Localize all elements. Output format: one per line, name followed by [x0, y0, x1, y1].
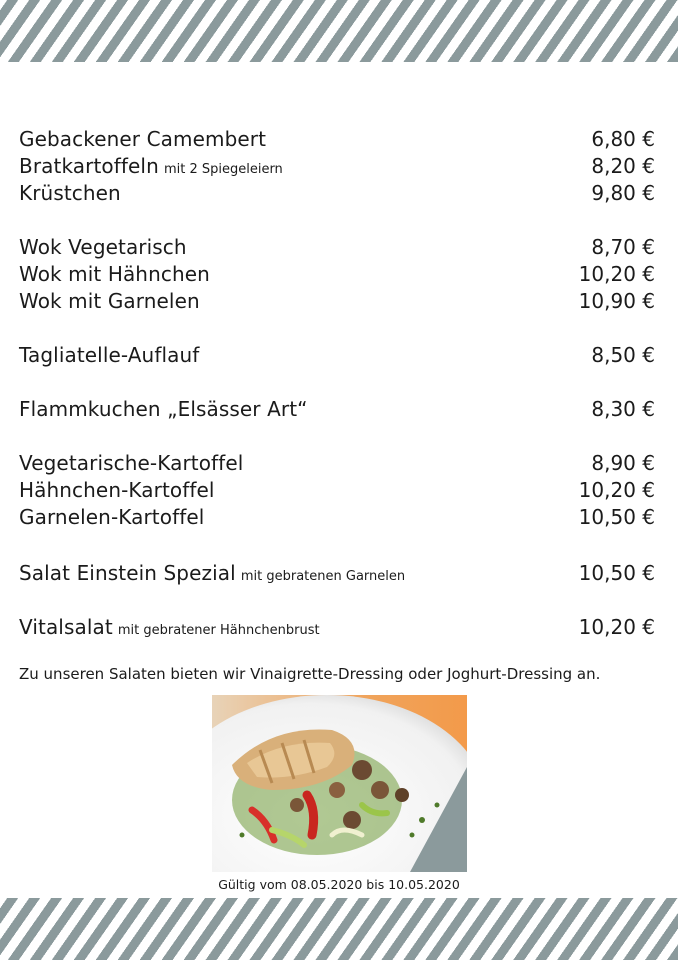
menu-item-name-line	[19, 561, 405, 585]
menu-item-price: 8,30 €	[591, 397, 655, 421]
menu-item-note: mit gebratener Hähnchenbrust	[117, 623, 320, 638]
menu-item-name: Wok mit Hähnchen	[19, 262, 210, 286]
menu-item-name-line	[19, 181, 121, 205]
menu-item-price: 10,20 €	[578, 262, 655, 286]
menu-item	[19, 615, 655, 641]
menu-item-name-line	[19, 505, 204, 529]
menu-item-name: Vitalsalat	[19, 615, 113, 639]
menu-item-name-line	[19, 289, 200, 313]
salad-photo	[212, 695, 467, 872]
top-stripe-border	[0, 0, 678, 62]
menu-item-name-line	[19, 451, 243, 475]
menu-item-name: Bratkartoffeln	[19, 154, 159, 178]
dressing-note: Zu unseren Salaten bieten wir Vinaigrette-Dressing oder Joghurt-Dressing an.	[19, 665, 601, 683]
menu-item-price: 9,80 €	[591, 181, 655, 205]
menu-item-name: Gebackener Camembert	[19, 127, 267, 151]
menu-item	[19, 289, 655, 315]
menu-item-price: 10,20 €	[578, 615, 655, 639]
menu-item	[19, 154, 655, 180]
menu-item-name: Salat Einstein Spezial	[19, 561, 236, 585]
menu-item-name: Wok mit Garnelen	[19, 289, 200, 313]
menu-item-price: 8,50 €	[591, 343, 655, 367]
validity-caption: Gültig vom 08.05.2020 bis 10.05.2020	[218, 877, 460, 892]
menu-item-price: 10,20 €	[578, 478, 655, 502]
menu-item-name: Hähnchen-Kartoffel	[19, 478, 215, 502]
menu-item-price: 10,50 €	[578, 505, 655, 529]
menu-item-name: Garnelen-Kartoffel	[19, 505, 205, 529]
menu-item-name-line	[19, 343, 199, 367]
bottom-stripe-border	[0, 898, 678, 960]
salad-with-chicken-photo-icon	[212, 695, 467, 872]
menu-item-name-line	[19, 154, 283, 178]
menu-item-name: Flammkuchen „Elsässer Art“	[19, 397, 308, 421]
menu-item	[19, 235, 655, 261]
menu-item-name-line	[19, 127, 266, 151]
menu-item	[19, 561, 655, 587]
menu-item	[19, 127, 655, 153]
menu-item-price: 8,20 €	[591, 154, 655, 178]
menu-item-price: 10,50 €	[578, 561, 655, 585]
menu-item	[19, 451, 655, 477]
menu-item-note: mit 2 Spiegeleiern	[163, 162, 283, 177]
menu-item-name: Vegetarische-Kartoffel	[19, 451, 244, 475]
menu-item-note: mit gebratenen Garnelen	[240, 569, 406, 584]
menu-item-name-line	[19, 235, 187, 259]
menu-item-name-line	[19, 478, 215, 502]
menu-item-name: Krüstchen	[19, 181, 121, 205]
menu-item	[19, 343, 655, 369]
menu-item-price: 8,90 €	[591, 451, 655, 475]
menu-item-price: 8,70 €	[591, 235, 655, 259]
menu-item	[19, 181, 655, 207]
menu-item	[19, 478, 655, 504]
menu-item	[19, 262, 655, 288]
menu-item-name-line	[19, 397, 308, 421]
menu-item	[19, 505, 655, 531]
menu-item-name-line	[19, 262, 210, 286]
menu-item	[19, 397, 655, 423]
menu-item-name: Wok Vegetarisch	[19, 235, 187, 259]
menu-item-name-line	[19, 615, 320, 639]
menu-item-price: 10,90 €	[578, 289, 655, 313]
menu-item-name: Tagliatelle-Auflauf	[19, 343, 200, 367]
menu-item-price: 6,80 €	[591, 127, 655, 151]
